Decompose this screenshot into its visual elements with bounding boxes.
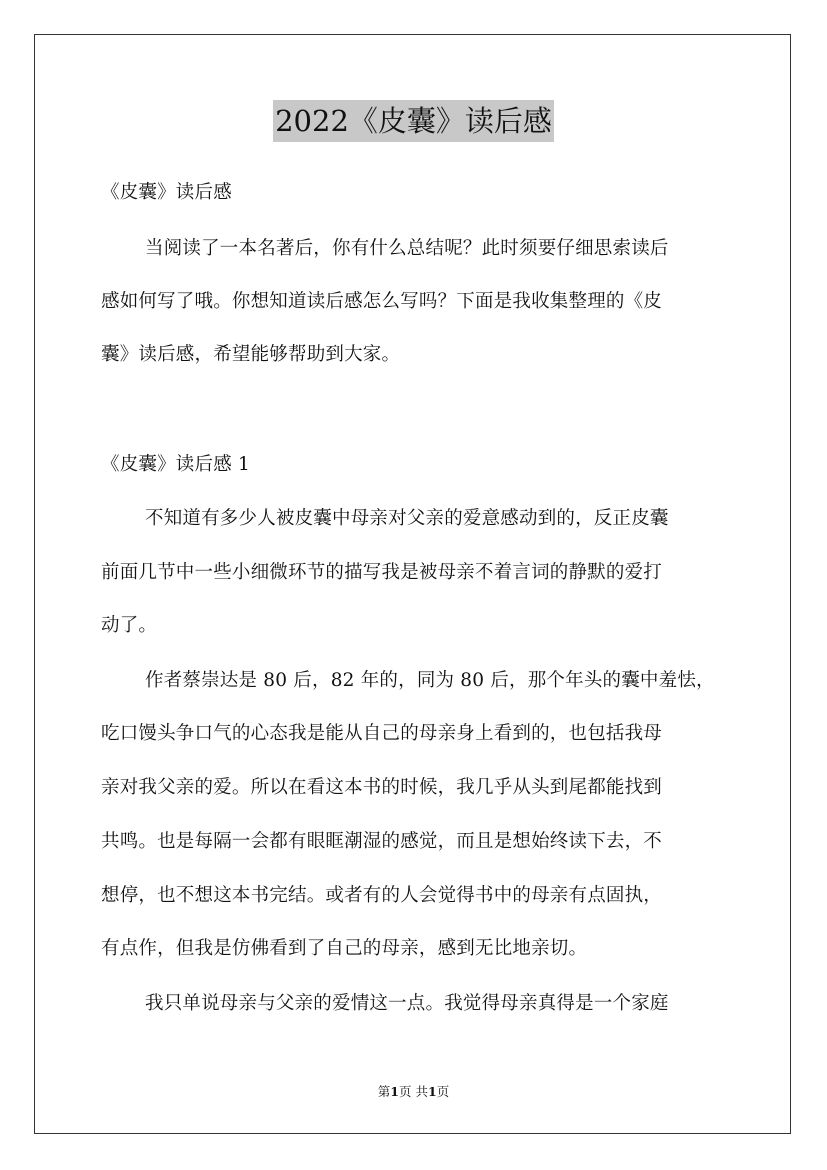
paragraph-line: 有点作，但我是仿佛看到了自己的母亲，感到无比地亲切。 xyxy=(101,938,588,959)
footer-suffix: 页 xyxy=(436,1084,450,1099)
section-heading: 《皮囊》读后感 xyxy=(101,182,232,203)
paragraph-line: 不知道有多少人被皮囊中母亲对父亲的爱意感动到的，反正皮囊 xyxy=(145,508,669,529)
footer-page-number: 1 xyxy=(390,1084,399,1099)
section-heading: 《皮囊》读后感 1 xyxy=(101,454,250,475)
paragraph-line: 我只单说母亲与父亲的爱情这一点。我觉得母亲真得是一个家庭 xyxy=(145,993,669,1014)
paragraph-line: 亲对我父亲的爱。所以在看这本书的时候，我几乎从头到尾都能找到 xyxy=(101,777,663,798)
paragraph-line: 囊》读后感，希望能够帮助到大家。 xyxy=(101,344,401,365)
title-wrap xyxy=(0,100,827,142)
page-footer xyxy=(0,1082,827,1100)
footer-prefix: 第 xyxy=(377,1084,391,1099)
paragraph-line: 前面几节中一些小细微环节的描写我是被母亲不着言词的静默的爱打 xyxy=(101,562,663,583)
paragraph-line: 作者蔡崇达是 80 后，82 年的，同为 80 后，那个年头的囊中羞怯， xyxy=(145,670,715,691)
paragraph-line: 吃口馒头争口气的心态我是能从自己的母亲身上看到的，也包括我母 xyxy=(101,723,663,744)
document-title: 2022《皮囊》读后感 xyxy=(273,100,554,142)
footer-mid: 页 共 xyxy=(399,1084,428,1099)
paragraph-line: 动了。 xyxy=(101,615,158,636)
paragraph-line: 感如何写了哦。你想知道读后感怎么写吗？下面是我收集整理的《皮 xyxy=(101,291,663,312)
paragraph-line: 当阅读了一本名著后，你有什么总结呢？此时须要仔细思索读后 xyxy=(145,238,669,259)
paragraph-line: 想停，也不想这本书完结。或者有的人会觉得书中的母亲有点固执， xyxy=(101,885,663,906)
paragraph-line: 共鸣。也是每隔一会都有眼眶潮湿的感觉，而且是想始终读下去，不 xyxy=(101,831,663,852)
footer-total-pages: 1 xyxy=(427,1084,437,1099)
